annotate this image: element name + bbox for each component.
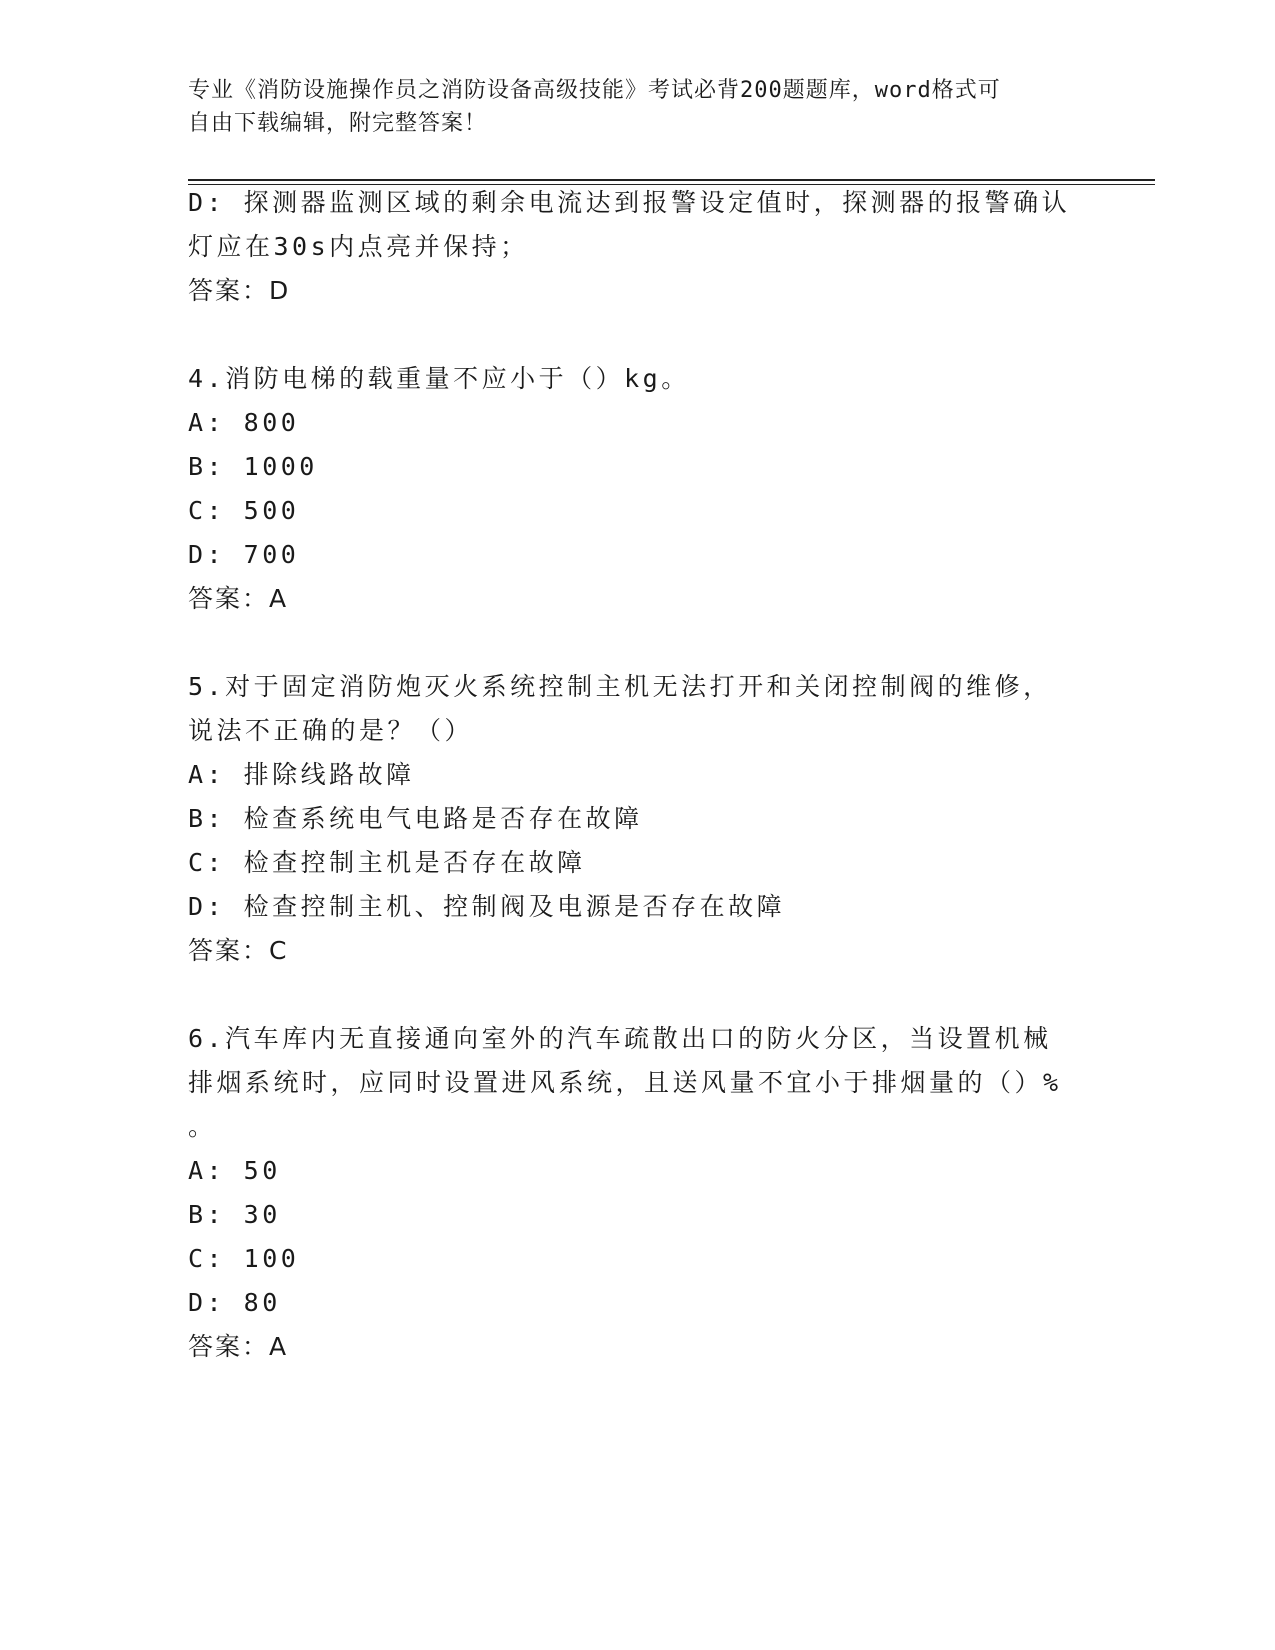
q5-answer: 答案：C bbox=[188, 936, 289, 965]
q4-question: 4.消防电梯的载重量不应小于（）kg。 bbox=[188, 364, 690, 393]
q6-question-line3: 。 bbox=[188, 1112, 217, 1141]
q5-option-d: D: 检查控制主机、控制阀及电源是否存在故障 bbox=[188, 892, 786, 921]
q6-question-line1: 6.汽车库内无直接通向室外的汽车疏散出口的防火分区，当设置机械 bbox=[188, 1024, 1052, 1053]
prev-option-d-line1: D: 探测器监测区域的剩余电流达到报警设定值时，探测器的报警确认 bbox=[188, 188, 1071, 217]
q5-option-c: C: 检查控制主机是否存在故障 bbox=[188, 848, 586, 877]
q6-answer: 答案：A bbox=[188, 1332, 289, 1361]
prev-answer: 答案：D bbox=[188, 276, 291, 305]
q6-option-c: C: 100 bbox=[188, 1244, 300, 1273]
q5-question-line2: 说法不正确的是？（） bbox=[188, 716, 474, 745]
q6-option-a: A: 50 bbox=[188, 1156, 281, 1185]
q6-option-d: D: 80 bbox=[188, 1288, 281, 1317]
header-title-line2: 自由下载编辑，附完整答案！ bbox=[188, 111, 488, 136]
q6-question-line2: 排烟系统时，应同时设置进风系统，且送风量不宜小于排烟量的（）% bbox=[188, 1068, 1062, 1097]
header-divider-thin bbox=[188, 184, 1155, 185]
q5-question-line1: 5.对于固定消防炮灭火系统控制主机无法打开和关闭控制阀的维修， bbox=[188, 672, 1052, 701]
q4-option-c: C: 500 bbox=[188, 496, 300, 525]
q5-option-b: B: 检查系统电气电路是否存在故障 bbox=[188, 804, 643, 833]
prev-option-d-line2: 灯应在30s内点亮并保持； bbox=[188, 232, 529, 261]
q4-answer: 答案：A bbox=[188, 584, 289, 613]
header-title-line1: 专业《消防设施操作员之消防设备高级技能》考试必背200题题库，word格式可 bbox=[188, 78, 1001, 103]
q4-option-d: D: 700 bbox=[188, 540, 300, 569]
q4-option-a: A: 800 bbox=[188, 408, 300, 437]
header-divider-thick bbox=[188, 179, 1155, 181]
q5-option-a: A: 排除线路故障 bbox=[188, 760, 415, 789]
q6-option-b: B: 30 bbox=[188, 1200, 281, 1229]
q4-option-b: B: 1000 bbox=[188, 452, 318, 481]
document-header bbox=[188, 74, 1088, 140]
